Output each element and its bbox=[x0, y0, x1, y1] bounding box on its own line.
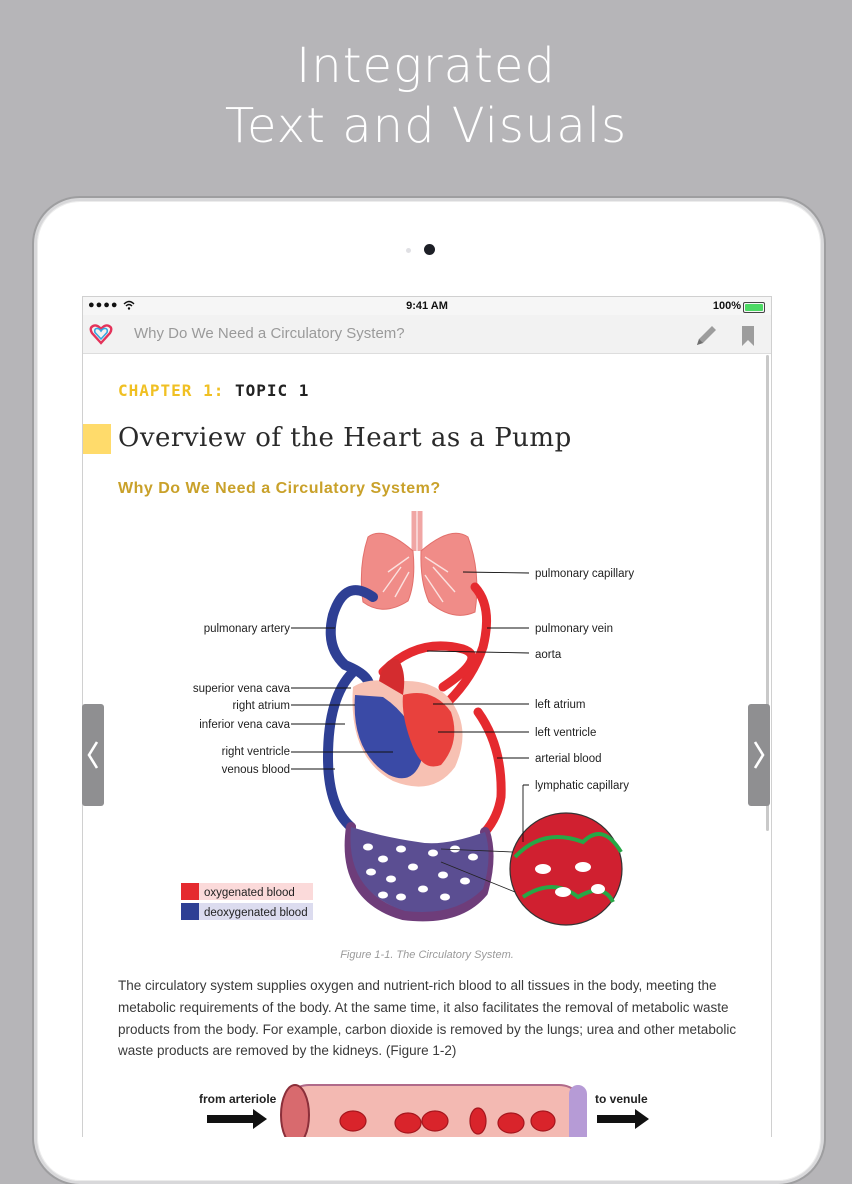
label-pulmonary-vein: pulmonary vein bbox=[535, 623, 613, 635]
blood-vessel-figure bbox=[83, 1077, 771, 1137]
label-from-arteriole: from arteriole bbox=[199, 1092, 277, 1106]
signal-indicator: ●●●● bbox=[88, 299, 119, 311]
legend-deoxygenated: deoxygenated blood bbox=[204, 907, 308, 919]
status-bar bbox=[83, 297, 771, 315]
nav-bar bbox=[83, 315, 771, 354]
arrow-out-icon bbox=[597, 1109, 649, 1129]
page-title: Overview of the Heart as a Pump bbox=[118, 423, 572, 453]
figure-caption: Figure 1-1. The Circulatory System. bbox=[340, 949, 514, 961]
label-left-atrium: left atrium bbox=[535, 699, 586, 711]
label-arterial-blood: arterial blood bbox=[535, 753, 602, 765]
label-superior-vena-cava: superior vena cava bbox=[192, 683, 290, 695]
chapter-topic: TOPIC 1 bbox=[234, 381, 310, 400]
label-right-ventricle: right ventricle bbox=[221, 746, 290, 758]
previous-page-button[interactable] bbox=[82, 704, 104, 806]
body-paragraph: The circulatory system supplies oxygen and nutrient-rich blood to all tissues in the body, meeting the metabolic requirements of the body. At the same time, it also facilitates the removal of metabolic waste products from the body. For example, carbon dioxide is removed by the lungs; urea and other metabolic waste products are removed by the kidneys. (Figure 1-2) bbox=[118, 978, 737, 1059]
arrow-in-icon bbox=[207, 1109, 267, 1129]
battery-percent: 100% bbox=[712, 300, 741, 312]
promo-headline-line1: Integrated bbox=[296, 38, 556, 94]
status-time: 9:41 AM bbox=[406, 300, 448, 312]
chapter-prefix: CHAPTER 1: bbox=[118, 381, 235, 400]
label-right-atrium: right atrium bbox=[232, 700, 290, 712]
chevron-left-icon bbox=[82, 704, 104, 806]
section-marker bbox=[83, 424, 111, 454]
label-venous-blood: venous blood bbox=[221, 764, 290, 776]
label-lymphatic-capillary: lymphatic capillary bbox=[535, 780, 629, 792]
sensor-dot bbox=[406, 248, 411, 253]
reader-screen bbox=[82, 296, 772, 1137]
bookmark-icon[interactable] bbox=[741, 325, 755, 347]
pencil-icon[interactable] bbox=[693, 323, 719, 349]
nav-title: Why Do We Need a Circulatory System? bbox=[134, 325, 405, 342]
camera-icon bbox=[424, 244, 435, 255]
chevron-right-icon bbox=[748, 704, 770, 806]
label-inferior-vena-cava: inferior vena cava bbox=[199, 719, 290, 731]
label-pulmonary-artery: pulmonary artery bbox=[203, 623, 290, 635]
label-to-venule: to venule bbox=[595, 1092, 648, 1106]
legend-oxygenated: oxygenated blood bbox=[204, 887, 295, 899]
circulatory-system-diagram bbox=[83, 497, 771, 937]
lungs-illustration bbox=[361, 511, 477, 615]
next-page-button[interactable] bbox=[748, 704, 770, 806]
label-aorta: aorta bbox=[535, 649, 562, 661]
section-subtitle: Why Do We Need a Circulatory System? bbox=[118, 480, 441, 497]
promo-headline-line2: Text and Visuals bbox=[224, 98, 628, 154]
diagram-legend bbox=[181, 883, 313, 920]
heart-logo-icon[interactable] bbox=[89, 323, 113, 345]
battery-icon bbox=[743, 302, 765, 313]
label-pulmonary-capillary: pulmonary capillary bbox=[535, 568, 635, 580]
label-left-ventricle: left ventricle bbox=[535, 727, 597, 739]
chapter-label bbox=[118, 381, 309, 400]
